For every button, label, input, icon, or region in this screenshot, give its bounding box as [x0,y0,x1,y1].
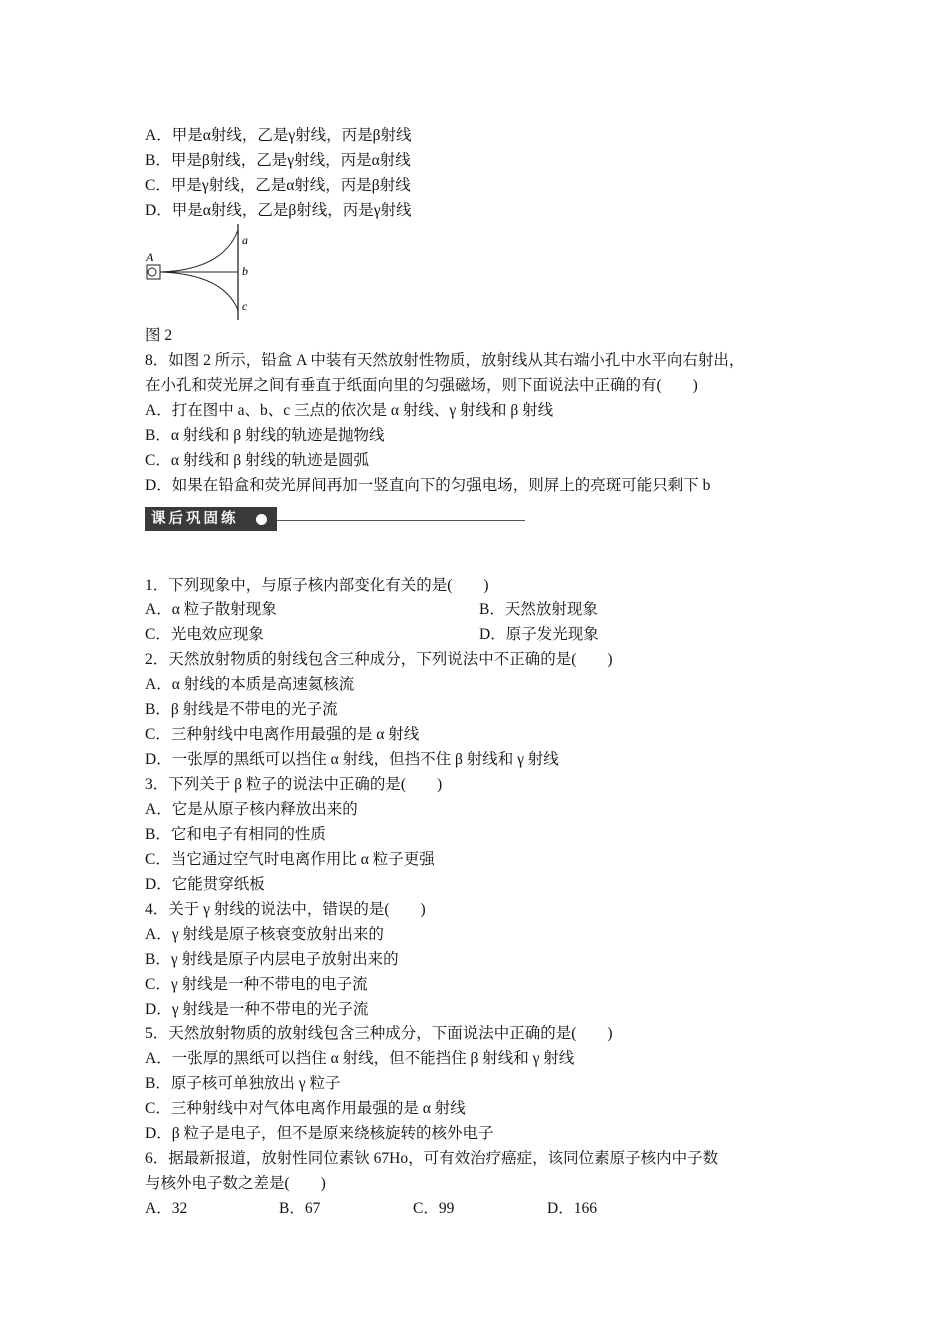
q5-option-b: B．原子核可单独放出 γ 粒子 [145,1075,341,1092]
q5-option-d: D．β 粒子是电子，但不是原来绕核旋转的核外电子 [145,1125,494,1142]
q2-option-d: D．一张厚的黑纸可以挡住 α 射线，但挡不住 β 射线和 γ 射线 [145,751,559,768]
q4-option-a: A．γ 射线是原子核衰变放射出来的 [145,926,384,943]
q6-option-c: C．99 [413,1200,455,1217]
q4-stem: 4．关于 γ 射线的说法中，错误的是( ) [145,901,426,918]
q7-option-a: A．甲是α射线，乙是γ射线，丙是β射线 [145,127,412,144]
q8-stem-line2: 在小孔和荧光屏之间有垂直于纸面向里的匀强磁场，则下面说法中正确的有( ) [145,377,698,394]
label-a-point: a [242,233,248,247]
trajectory-a [160,230,238,272]
q4-option-b: B．γ 射线是原子内层电子放射出来的 [145,951,399,968]
q3-option-b: B．它和电子有相同的性质 [145,826,326,843]
banner-rule [277,520,525,521]
trajectory-c [160,272,238,310]
q6-stem-line1: 6．据最新报道，放射性同位素钬 67Ho，可有效治疗癌症，该同位素原子核内中子数 [145,1150,719,1167]
q4-option-c: C．γ 射线是一种不带电的电子流 [145,976,368,993]
q4-option-d: D．γ 射线是一种不带电的光子流 [145,1001,369,1018]
q5-option-c: C．三种射线中对气体电离作用最强的是 α 射线 [145,1100,466,1117]
q3-option-d: D．它能贯穿纸板 [145,876,265,893]
q8-option-d: D．如果在铅盒和荧光屏间再加一竖直向下的匀强电场，则屏上的亮斑可能只剩下 b [145,477,711,494]
q1-option-a: A．α 粒子散射现象 [145,601,277,618]
q8-option-c: C．α 射线和 β 射线的轨迹是圆弧 [145,452,369,469]
radiation-trajectory-diagram [143,222,263,326]
figure-2-diagram [143,222,263,326]
q6-option-b: B．67 [279,1200,321,1217]
q8-stem-line1: 8．如图 2 所示，铅盒 A 中装有天然放射性物质，放射线从其右端小孔中水平向右射出， [145,352,745,369]
q8-option-b: B．α 射线和 β 射线的轨迹是抛物线 [145,427,385,444]
q6-stem-line2: 与核外电子数之差是( ) [145,1175,326,1192]
q5-stem: 5．天然放射物质的放射线包含三种成分，下面说法中正确的是( ) [145,1025,613,1042]
label-a-box: A [146,250,154,264]
banner-dot-icon [256,514,267,525]
q3-option-c: C．当它通过空气时电离作用比 α 粒子更强 [145,851,435,868]
q3-stem: 3．下列关于 β 粒子的说法中正确的是( ) [145,776,443,793]
q1-option-c: C．光电效应现象 [145,626,264,643]
figure-caption: 图 2 [145,327,173,344]
q5-option-a: A．一张厚的黑纸可以挡住 α 射线，但不能挡住 β 射线和 γ 射线 [145,1050,575,1067]
section-banner [145,507,525,533]
q1-option-d: D．原子发光现象 [479,626,599,643]
label-b-point: b [242,264,248,278]
q7-option-b: B．甲是β射线，乙是γ射线，丙是α射线 [145,152,411,169]
lead-box [147,265,160,279]
q2-option-b: B．β 射线是不带电的光子流 [145,701,338,718]
q2-option-c: C．三种射线中电离作用最强的是 α 射线 [145,726,420,743]
section-title: 课后巩固练 [145,507,277,531]
q2-option-a: A．α 射线的本质是高速氦核流 [145,676,355,693]
q2-stem: 2．天然放射物质的射线包含三种成分，下列说法中不正确的是( ) [145,651,613,668]
q7-option-d: D．甲是α射线，乙是β射线，丙是γ射线 [145,202,412,219]
q7-option-c: C．甲是γ射线，乙是α射线，丙是β射线 [145,177,411,194]
lead-box-hole [148,268,156,276]
label-c-point: c [242,299,248,313]
q8-option-a: A．打在图中 a、b、c 三点的依次是 α 射线、γ 射线和 β 射线 [145,402,554,419]
q3-option-a: A．它是从原子核内释放出来的 [145,801,358,818]
q6-option-d: D．166 [547,1200,597,1217]
q1-option-b: B．天然放射现象 [479,601,598,618]
q1-stem: 1．下列现象中，与原子核内部变化有关的是( ) [145,577,489,594]
q6-option-a: A．32 [145,1200,188,1217]
